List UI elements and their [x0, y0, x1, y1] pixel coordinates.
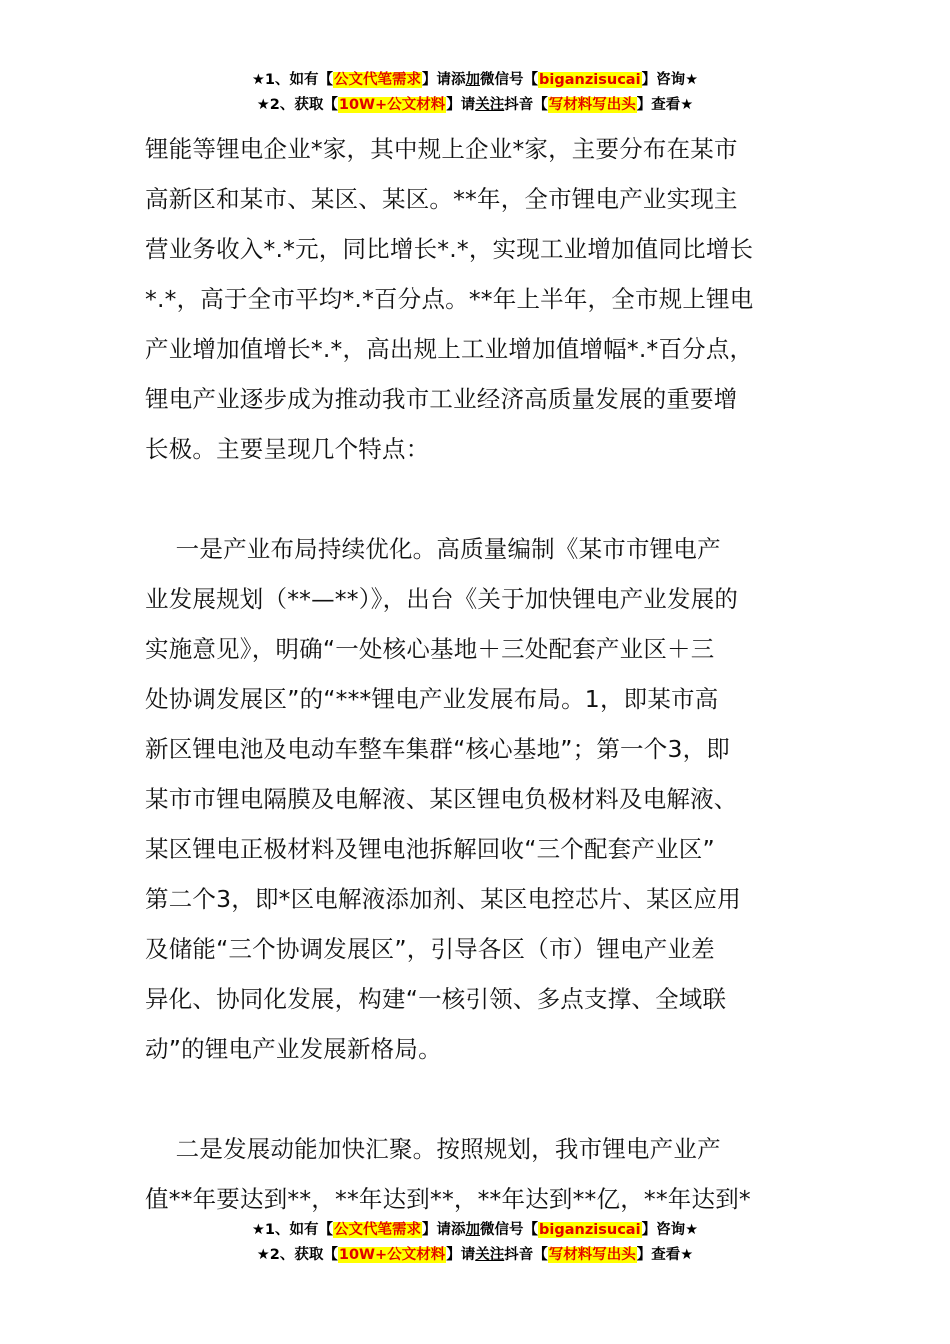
body-line: 新区锂电池及电动车整车集群“核心基地”；第一个3，即 [145, 735, 730, 763]
header-banner [0, 68, 950, 118]
body-line: 业发展规划（**—**）》，出台《关于加快锂电产业发展的 [145, 585, 739, 613]
document-body [145, 124, 810, 1224]
paragraph-gap [145, 474, 810, 524]
body-line: 处协调发展区”的“***锂电产业发展布局。1，即某市高 [145, 685, 719, 713]
highlight-text: 10W+公文材料 [338, 1247, 446, 1263]
body-line: 二是发展动能加快汇聚。按照规划，我市锂电产业产 [145, 1135, 721, 1163]
highlight-text: 写材料写出头 [548, 1247, 636, 1263]
banner-line-2: ★2、获取【10W+公文材料】请关注抖音【写材料写出头】查看★ [256, 1247, 694, 1263]
body-line: 值**年要达到**，**年达到**，**年达到**亿，**年达到* [145, 1185, 751, 1213]
banner-line-1: ★1、如有【公文代笔需求】请添加微信号【biganzisucai】咨询★ [251, 1222, 699, 1238]
body-line: 及储能“三个协调发展区”，引导各区（市）锂电产业差 [145, 935, 715, 963]
highlight-text: 公文代笔需求 [334, 72, 422, 88]
highlight-text: biganzisucai [539, 72, 641, 88]
banner-line-2: ★2、获取【10W+公文材料】请关注抖音【写材料写出头】查看★ [256, 97, 694, 113]
body-line: *.*，高于全市平均*.*百分点。**年上半年，全市规上锂电 [145, 285, 754, 313]
body-line: 高新区和某市、某区、某区。**年，全市锂电产业实现主 [145, 185, 738, 213]
body-line: 一是产业布局持续优化。高质量编制《某市市锂电产 [145, 535, 721, 563]
body-line: 异化、协同化发展，构建“一核引领、多点支撑、全域联 [145, 985, 727, 1013]
body-line: 实施意见》，明确“一处核心基地＋三处配套产业区＋三 [145, 635, 715, 663]
body-line: 某区锂电正极材料及锂电池拆解回收“三个配套产业区” [145, 835, 715, 863]
banner-line-1: ★1、如有【公文代笔需求】请添加微信号【biganzisucai】咨询★ [251, 72, 699, 88]
highlight-text: 公文代笔需求 [334, 1222, 422, 1238]
body-line: 动”的锂电产业发展新格局。 [145, 1035, 442, 1063]
body-line: 锂能等锂电企业*家，其中规上企业*家，主要分布在某市 [145, 135, 738, 163]
highlight-text: biganzisucai [539, 1222, 641, 1238]
highlight-text: 写材料写出头 [548, 97, 636, 113]
paragraph-gap [145, 1074, 810, 1124]
body-line: 长极。主要呈现几个特点： [145, 435, 430, 463]
body-line: 某市市锂电隔膜及电解液、某区锂电负极材料及电解液、 [145, 785, 738, 813]
body-line: 锂电产业逐步成为推动我市工业经济高质量发展的重要增 [145, 385, 738, 413]
footer-banner [0, 1218, 950, 1268]
body-line: 产业增加值增长*.*，高出规上工业增加值增幅*.*百分点， [145, 335, 754, 363]
highlight-text: 10W+公文材料 [338, 97, 446, 113]
body-line: 营业务收入*.*元，同比增长*.*，实现工业增加值同比增长 [145, 235, 754, 263]
body-line: 第二个3，即*区电解液添加剂、某区电控芯片、某区应用 [145, 885, 741, 913]
